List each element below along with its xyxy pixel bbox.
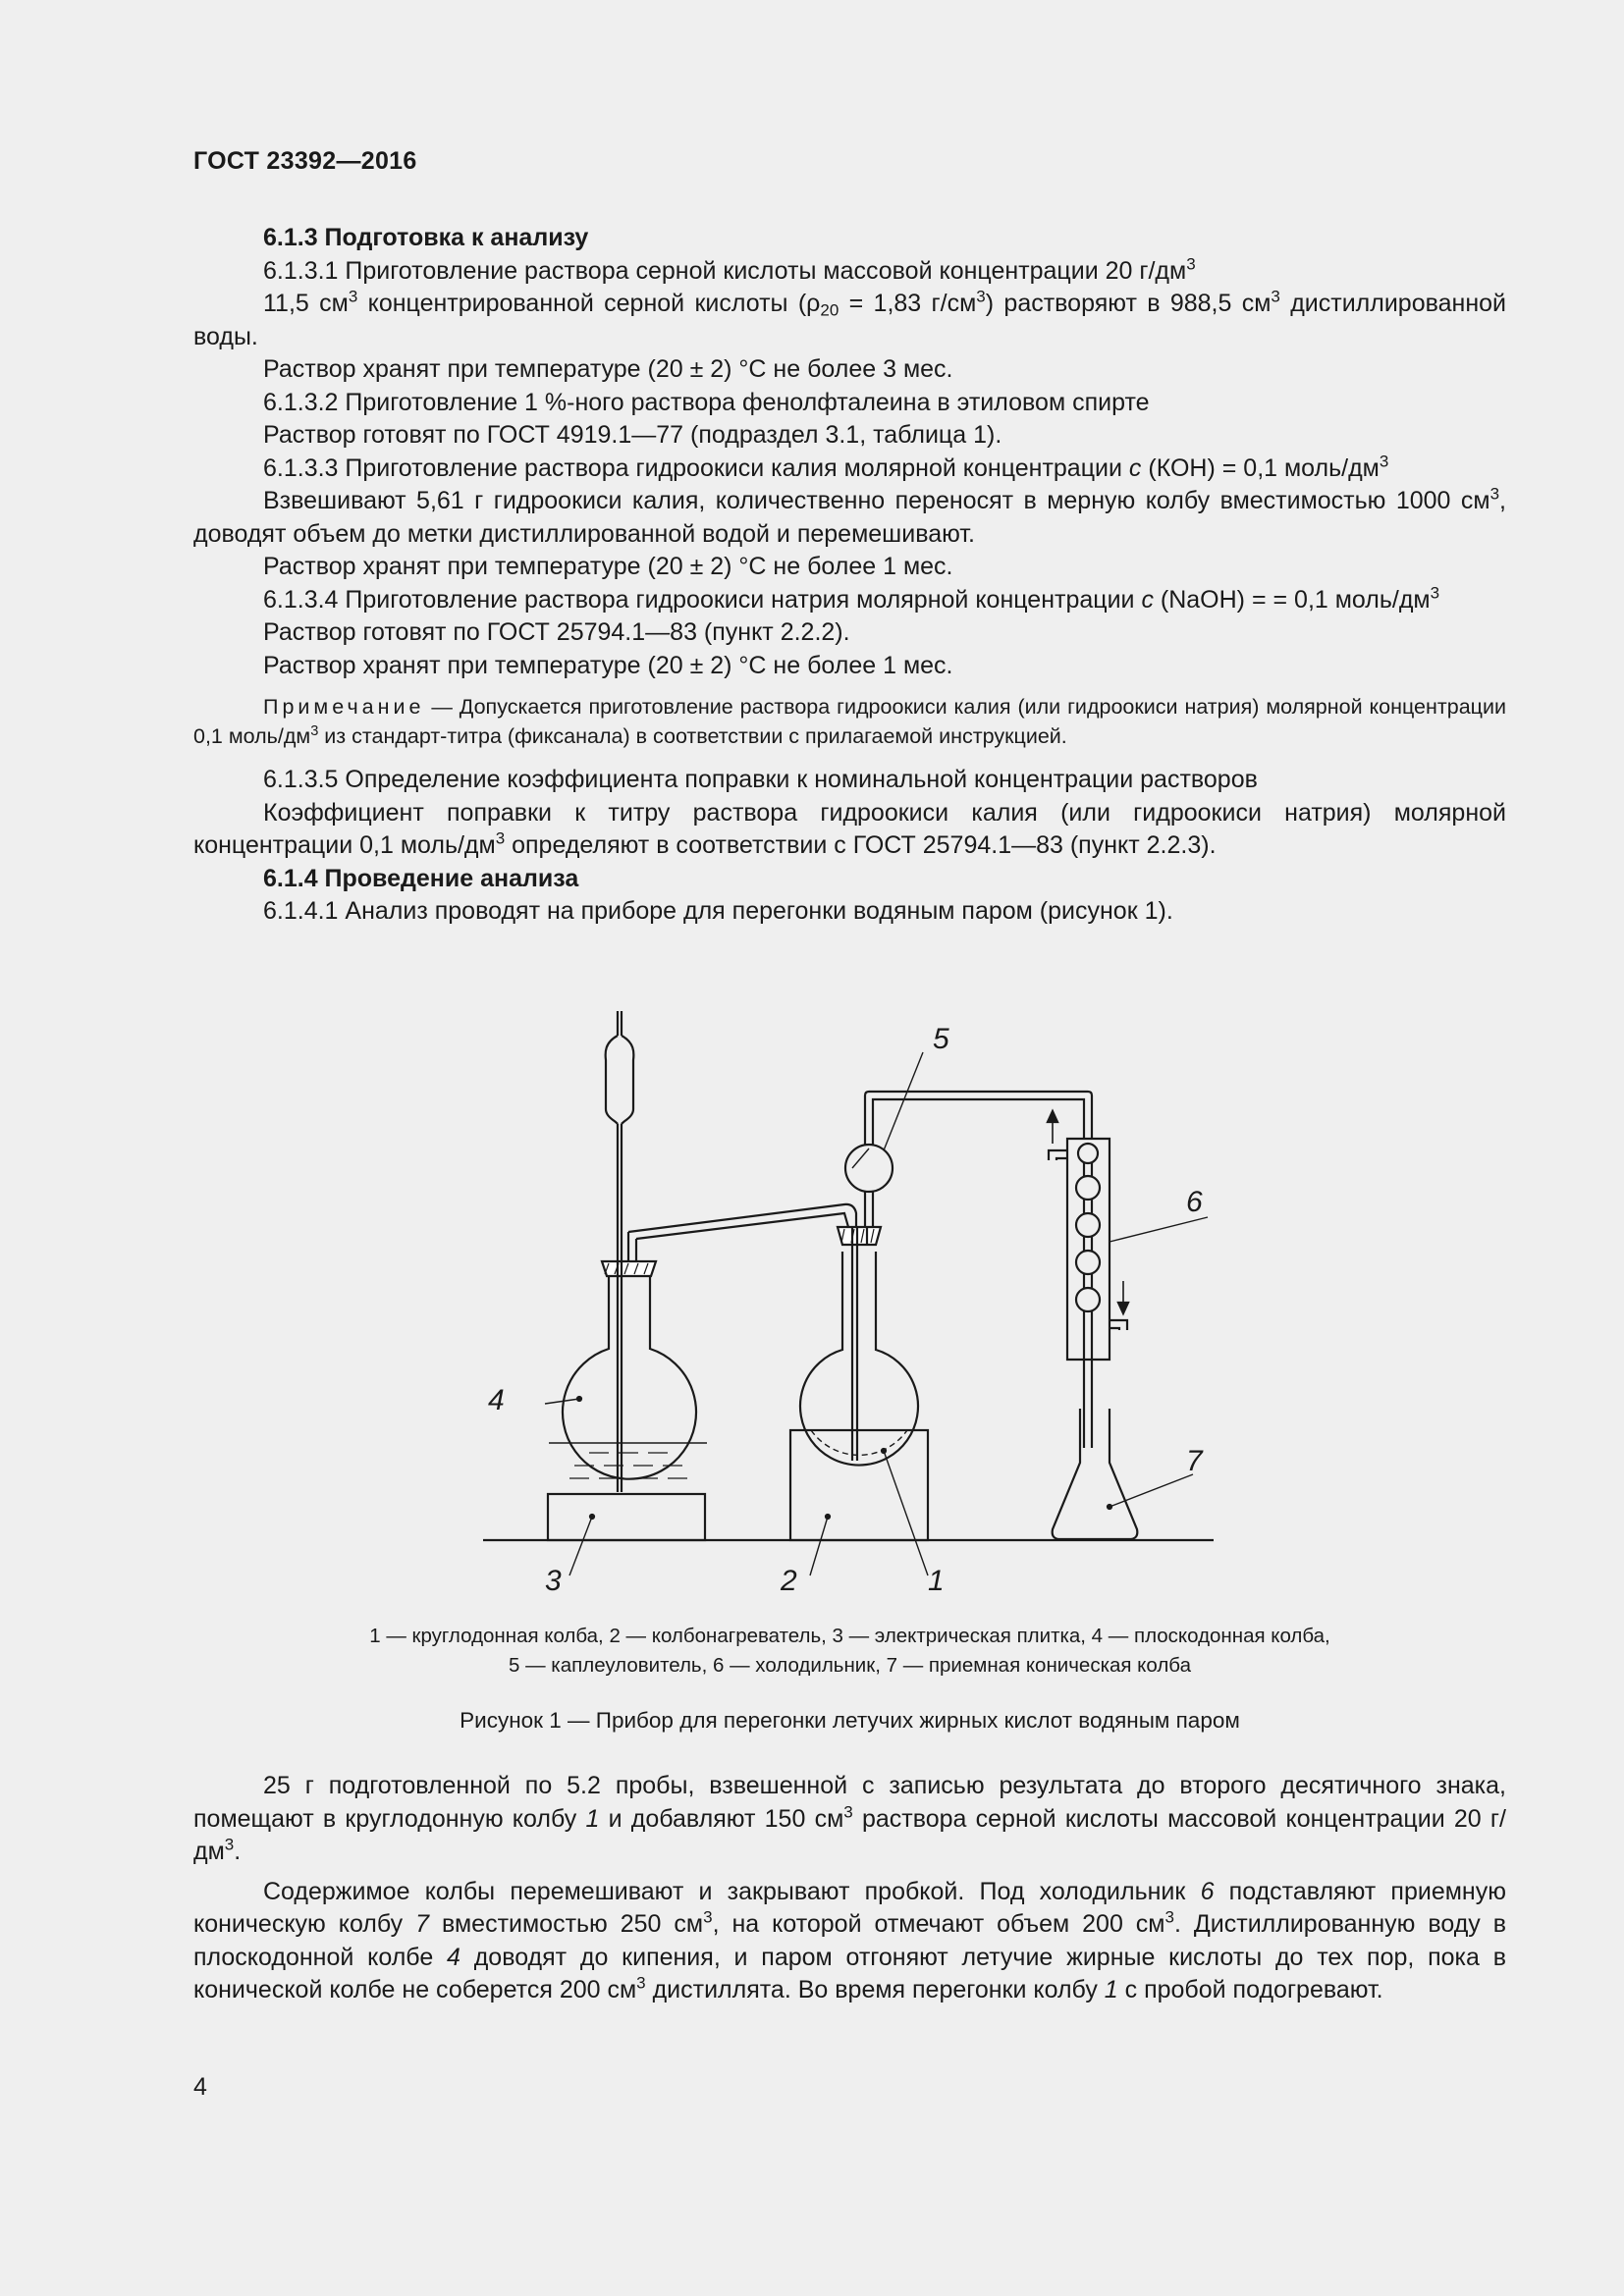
para-6-1-3-3-text bbox=[193, 485, 1506, 551]
text-span: . bbox=[234, 1838, 242, 1865]
superscript: 3 bbox=[703, 1907, 713, 1927]
text-span: , доводят объем до метки дистиллированной водой и перемешивают. bbox=[193, 487, 1506, 548]
text-span: с пробой подогревают. bbox=[1117, 1976, 1383, 2003]
text-span: Взвешивают 5,61 г гидроокиси калия, количественно переносят в мерную колбу вместимостью 1000 см bbox=[263, 487, 1490, 514]
text-italic: 1 bbox=[1104, 1976, 1118, 2003]
hot-plate bbox=[548, 1494, 705, 1540]
superscript: 3 bbox=[1271, 287, 1280, 306]
text-span: из стандарт-титра (фиксанала) в соответствии с прилагаемой инструкцией. bbox=[318, 724, 1067, 748]
subsection-title-6-1-4: 6.1.4 Проведение анализа bbox=[263, 864, 579, 892]
superscript: 3 bbox=[348, 287, 358, 306]
text-span: дистиллированной воды. bbox=[193, 290, 1507, 350]
para-6-1-3-1-text bbox=[193, 288, 1506, 353]
para-6-1-3-1-title bbox=[193, 255, 1506, 289]
section-6-1-3 bbox=[193, 222, 1506, 929]
superscript: 3 bbox=[1430, 583, 1440, 603]
superscript: 3 bbox=[310, 722, 319, 739]
superscript: 3 bbox=[843, 1802, 853, 1822]
legend-line-2: 5 — каплеуловитель, 6 — холодильник, 7 — приемная коническая колба bbox=[509, 1654, 1191, 1677]
para-6-1-4-1: 6.1.4.1 Анализ проводят на приборе для перегонки водяным паром (рисунок 1). bbox=[263, 897, 1173, 925]
apparatus-diagram bbox=[461, 996, 1227, 1605]
text-span: ) растворяют в 988,5 см bbox=[985, 290, 1272, 317]
label-6: 6 bbox=[1186, 1186, 1203, 1218]
text-span: 25 г подготовленной по 5.2 пробы, взвешенной с записью результата до второго десятичного знака, помещают в круглодонную колбу bbox=[193, 1772, 1506, 1833]
para-6-1-3-2-title: 6.1.3.2 Приготовление 1 %-ного раствора фенолфталеина в этиловом спирте bbox=[263, 388, 1150, 416]
subsection-title-6-1-3: 6.1.3 Подготовка к анализу bbox=[263, 224, 589, 251]
condenser bbox=[1048, 1111, 1128, 1448]
spray-trap bbox=[845, 1092, 1092, 1227]
text-span: 11,5 см bbox=[263, 290, 349, 317]
text-span: (NaOH) = = 0,1 моль/дм bbox=[1153, 585, 1431, 614]
superscript: 3 bbox=[1164, 1907, 1174, 1927]
procedure-text bbox=[193, 1770, 1506, 2014]
legend-line-1: 1 — круглодонная колба, 2 — колбонагреватель, 3 — электрическая плитка, 4 — плоскодонная колба, bbox=[369, 1625, 1330, 1647]
text-span: определяют в соответствии с ГОСТ 25794.1—83 (пункт 2.2.3). bbox=[505, 831, 1217, 859]
text-span: (КОН) = 0,1 моль/дм bbox=[1141, 454, 1380, 482]
note bbox=[193, 692, 1506, 751]
flask-heater bbox=[790, 1430, 928, 1540]
text-span: Содержимое колбы перемешивают и закрывают пробкой. Под холодильник bbox=[263, 1877, 1201, 1905]
text-italic: 1 bbox=[585, 1804, 600, 1833]
label-4: 4 bbox=[488, 1384, 505, 1416]
para-distillation bbox=[193, 1876, 1506, 2007]
text-span: дистиллята. Во время перегонки колбу bbox=[645, 1976, 1105, 2003]
text-span: 6.1.3.3 Приготовление раствора гидроокиси калия молярной концентрации bbox=[263, 454, 1129, 482]
text-span: Коэффициент поправки к титру раствора гидроокиси калия (или гидроокиси натрия) молярной концентрации 0,1 моль/дм bbox=[193, 798, 1506, 859]
superscript: 3 bbox=[224, 1835, 235, 1854]
text-italic: 6 bbox=[1200, 1877, 1215, 1905]
figure-legend bbox=[193, 1622, 1506, 1681]
superscript: 3 bbox=[495, 828, 506, 848]
text-span: концентрированной серной кислоты (ρ bbox=[357, 290, 821, 317]
label-7: 7 bbox=[1186, 1445, 1203, 1477]
para-6-1-3-4-storage: Раствор хранят при температуре (20 ± 2) °С не более 1 мес. bbox=[263, 651, 953, 679]
para-6-1-3-4-title bbox=[193, 584, 1506, 617]
conical-flask bbox=[1053, 1409, 1138, 1539]
text-span: вместимостью 250 см bbox=[429, 1910, 704, 1938]
label-3: 3 bbox=[545, 1565, 562, 1597]
superscript: 3 bbox=[1186, 254, 1196, 274]
label-2: 2 bbox=[781, 1565, 797, 1597]
document-header: ГОСТ 23392—2016 bbox=[193, 147, 417, 175]
text-span: раствора серной кислоты массовой концентрации 20 г/дм bbox=[193, 1804, 1506, 1865]
page-number: 4 bbox=[193, 2073, 207, 2101]
text-span: . Дистиллированную воду в плоскодонной колбе bbox=[193, 1910, 1507, 1971]
note-label: Примечание bbox=[263, 695, 425, 719]
subscript: 20 bbox=[820, 300, 839, 320]
text-span: доводят до кипения, и паром отгоняют летучие жирные кислоты до тех пор, пока в конической колбе не соберется 200 см bbox=[193, 1943, 1506, 2003]
superscript: 3 bbox=[976, 287, 986, 306]
text-span: , на которой отмечают объем 200 см bbox=[712, 1910, 1165, 1938]
para-sample-prep bbox=[193, 1770, 1506, 1869]
para-6-1-3-1-storage: Раствор хранят при температуре (20 ± 2) °С не более 3 мес. bbox=[263, 355, 953, 383]
para-6-1-3-5-title: 6.1.3.5 Определение коэффициента поправки к номинальной концентрации растворов bbox=[263, 766, 1258, 793]
text-italic: c bbox=[1141, 585, 1154, 614]
para-6-1-3-3-title bbox=[193, 453, 1506, 486]
label-5: 5 bbox=[933, 1023, 949, 1055]
superscript: 3 bbox=[1379, 452, 1389, 471]
figure-caption: Рисунок 1 — Прибор для перегонки летучих жирных кислот водяным паром bbox=[460, 1708, 1240, 1733]
text-italic: 7 bbox=[415, 1910, 430, 1938]
para-6-1-3-4-text: Раствор готовят по ГОСТ 25794.1—83 (пункт 2.2.2). bbox=[263, 618, 850, 646]
superscript: 3 bbox=[1489, 484, 1500, 504]
text-span: 6.1.3.4 Приготовление раствора гидроокиси натрия молярной концентрации bbox=[263, 585, 1142, 614]
text-span: 6.1.3.1 Приготовление раствора серной кислоты массовой концентрации 20 г/дм bbox=[263, 256, 1187, 285]
para-6-1-3-2-text: Раствор готовят по ГОСТ 4919.1—77 (подраздел 3.1, таблица 1). bbox=[263, 421, 1002, 449]
flat-bottom-flask bbox=[549, 1011, 856, 1492]
text-span: и добавляют 150 см bbox=[599, 1804, 844, 1833]
text-italic: 4 bbox=[447, 1943, 460, 1971]
text-span: подставляют приемную коническую колбу bbox=[193, 1877, 1506, 1938]
superscript: 3 bbox=[636, 1973, 646, 1993]
text-span: — Допускается приготовление раствора гидроокиси калия (или гидроокиси натрия) молярной концентрации 0,1 моль/дм bbox=[193, 695, 1506, 748]
label-1: 1 bbox=[928, 1565, 945, 1597]
para-6-1-3-5-text bbox=[193, 797, 1506, 863]
para-6-1-3-3-storage: Раствор хранят при температуре (20 ± 2) °С не более 1 мес. bbox=[263, 553, 953, 580]
text-span: = 1,83 г/см bbox=[839, 290, 977, 317]
text-italic: c bbox=[1128, 454, 1142, 482]
